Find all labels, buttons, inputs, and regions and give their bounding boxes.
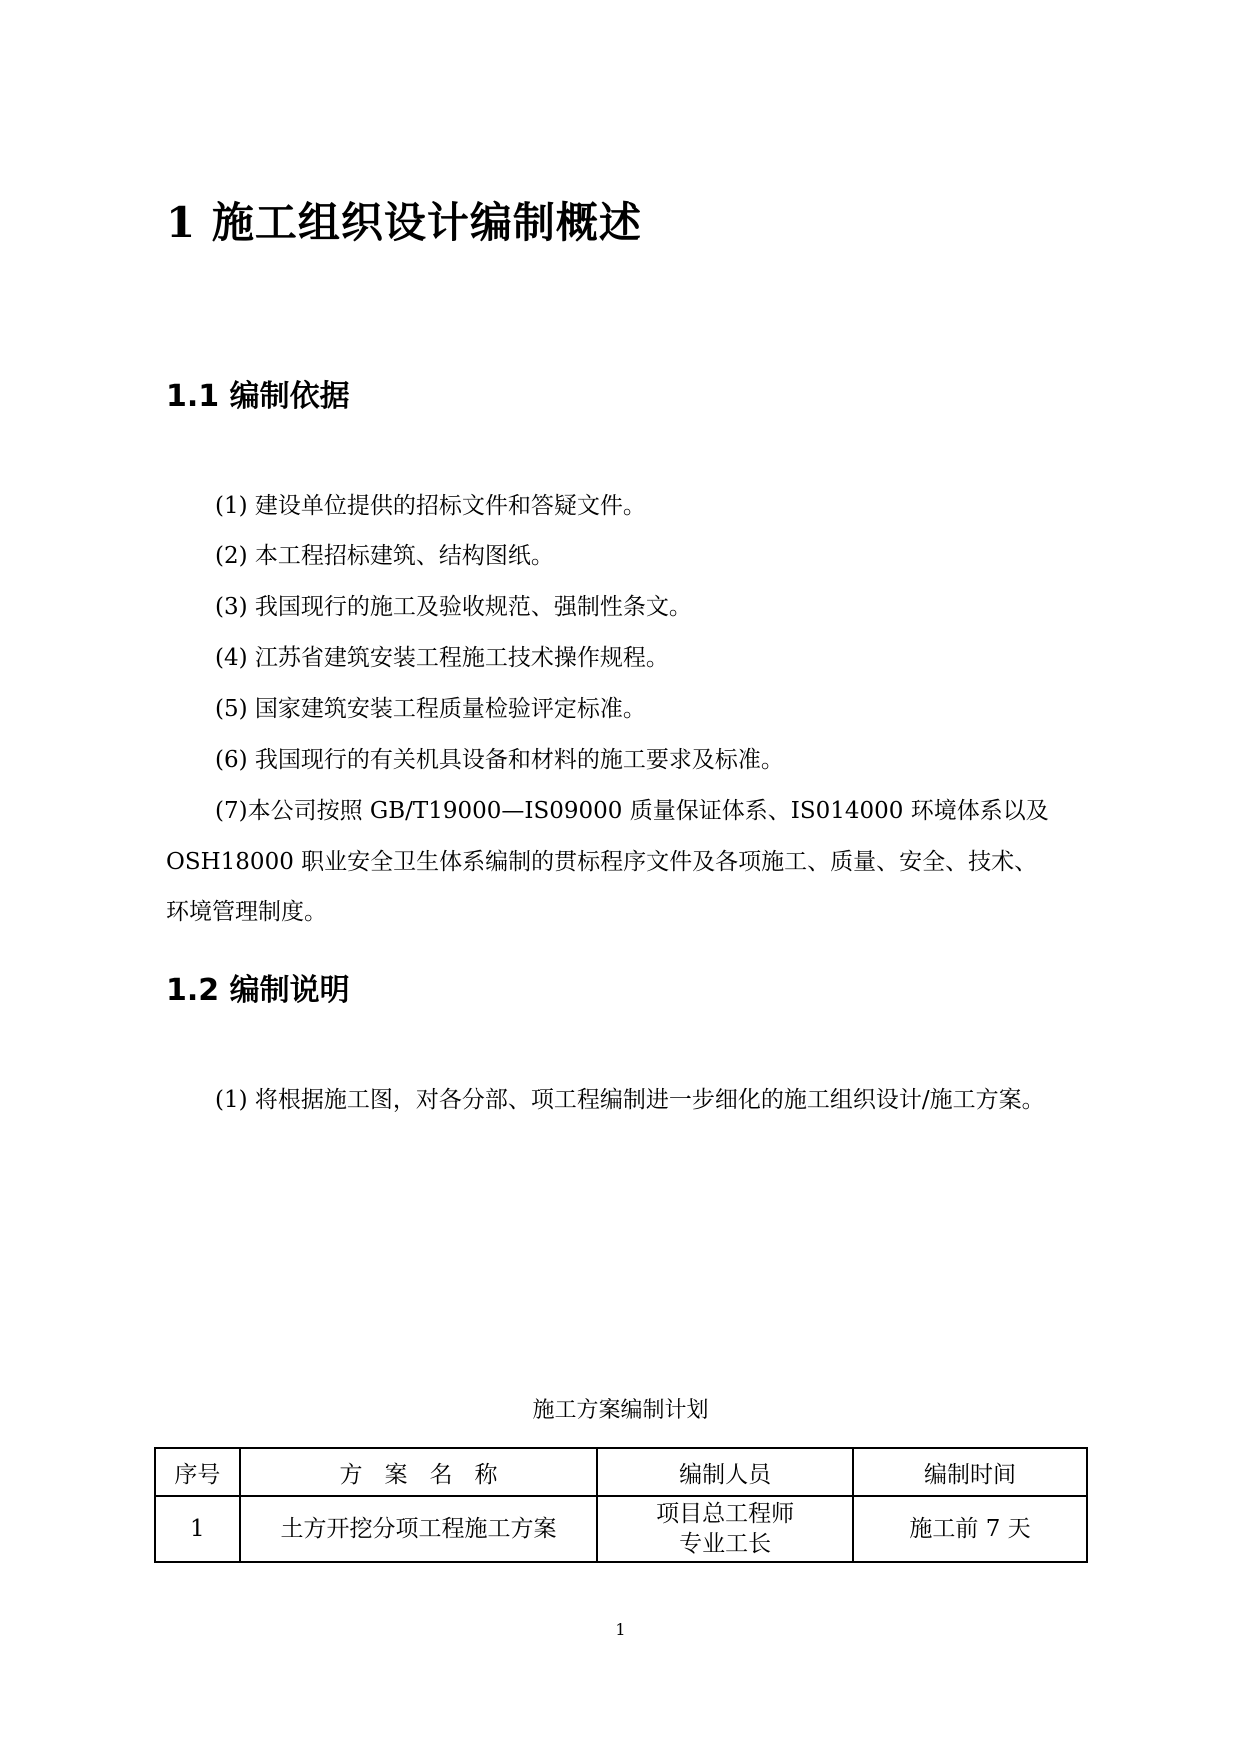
section-heading-notes: 1.2 编制说明 — [166, 973, 350, 1008]
table-caption: 施工方案编制计划 — [532, 1398, 709, 1423]
header-name — [240, 1448, 598, 1496]
page-number: 1 — [615, 1620, 626, 1639]
basis-item-3: (3) 我国现行的施工及验收规范、强制性条文。 — [215, 594, 692, 620]
table-header-row — [155, 1448, 1087, 1496]
basis-item-7-line-3: 环境管理制度。 — [166, 899, 327, 925]
basis-item-7-line-2: OSH18000 职业安全卫生体系编制的贯标程序文件及各项施工、质量、安全、技术、 — [166, 849, 1038, 875]
cell-time: 施工前 7 天 — [853, 1496, 1087, 1562]
basis-item-4: (4) 江苏省建筑安装工程施工技术操作规程。 — [215, 645, 669, 671]
basis-item-1: (1) 建设单位提供的招标文件和答疑文件。 — [215, 493, 646, 519]
header-no: 序号 — [155, 1448, 240, 1496]
table-row — [155, 1496, 1087, 1562]
header-name-label: 方案名称 — [339, 1461, 520, 1488]
cell-staff-line-2: 专业工长 — [679, 1531, 772, 1557]
cell-staff-line-1: 项目总工程师 — [656, 1501, 795, 1527]
notes-item-1: (1) 将根据施工图，对各分部、项工程编制进一步细化的施工组织设计/施工方案。 — [215, 1087, 1045, 1113]
basis-item-7-line-1: (7)本公司按照 GB/T19000—IS09000 质量保证体系、IS014000 环境体系以及 — [215, 798, 1049, 824]
cell-name: 土方开挖分项工程施工方案 — [240, 1496, 598, 1562]
plan-table — [154, 1447, 1088, 1563]
header-time: 编制时间 — [853, 1448, 1087, 1496]
chapter-heading: 1 施工组织设计编制概述 — [166, 198, 642, 247]
cell-staff — [597, 1496, 853, 1562]
section-heading-basis: 1.1 编制依据 — [166, 379, 350, 414]
basis-item-6: (6) 我国现行的有关机具设备和材料的施工要求及标准。 — [215, 747, 784, 773]
cell-no: 1 — [155, 1496, 240, 1562]
basis-item-2: (2) 本工程招标建筑、结构图纸。 — [215, 543, 554, 569]
header-staff: 编制人员 — [597, 1448, 853, 1496]
basis-item-5: (5) 国家建筑安装工程质量检验评定标准。 — [215, 696, 646, 722]
